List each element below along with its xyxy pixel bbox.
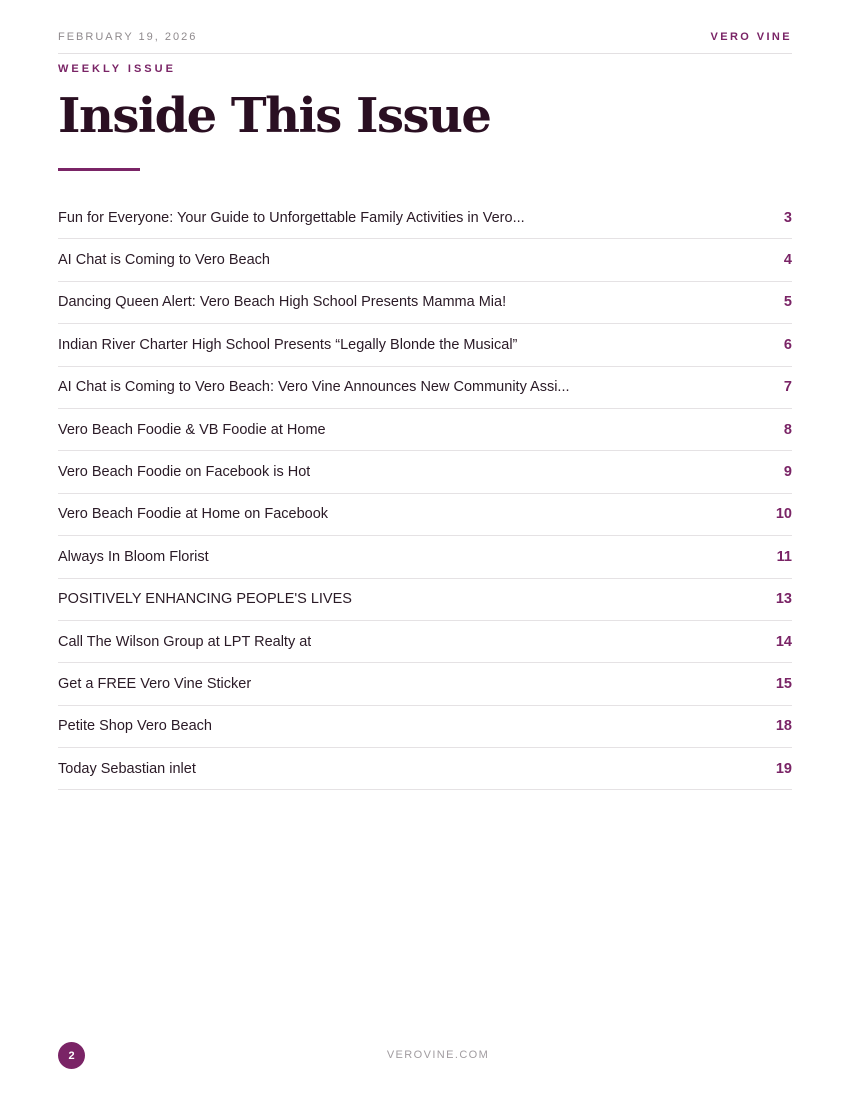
magazine-page xyxy=(58,0,792,1100)
toc-entry-title: Petite Shop Vero Beach xyxy=(58,718,212,735)
toc-entry[interactable] xyxy=(58,367,792,409)
toc-entry-page-number: 18 xyxy=(775,718,792,735)
toc-entry-title: Fun for Everyone: Your Guide to Unforgettable Family Activities in Vero... xyxy=(58,209,525,226)
issue-date: FEBRUARY 19, 2026 xyxy=(58,31,198,43)
toc-entry-page-number: 8 xyxy=(783,421,792,438)
toc-entry-title: Vero Beach Foodie at Home on Facebook xyxy=(58,506,329,523)
toc-entry[interactable] xyxy=(58,451,792,493)
toc-entry-title: Get a FREE Vero Vine Sticker xyxy=(58,675,252,692)
toc-entry-title: Call The Wilson Group at LPT Realty at xyxy=(58,633,312,650)
toc-entry-title: AI Chat is Coming to Vero Beach xyxy=(58,252,270,269)
toc-entry-page-number: 7 xyxy=(783,379,792,396)
toc-entry[interactable] xyxy=(58,579,792,621)
page-number-badge: 2 xyxy=(58,1042,85,1069)
toc-entry-page-number: 10 xyxy=(775,506,792,523)
toc-entry[interactable] xyxy=(58,324,792,366)
toc-entry-page-number: 19 xyxy=(775,760,792,777)
toc-entry-page-number: 6 xyxy=(783,336,792,353)
toc-entry-page-number: 5 xyxy=(783,294,792,311)
toc-entry-title: Vero Beach Foodie & VB Foodie at Home xyxy=(58,421,326,438)
toc-entry-page-number: 9 xyxy=(783,464,792,481)
toc-entry-page-number: 3 xyxy=(783,209,792,226)
title-accent-rule xyxy=(58,168,140,171)
toc-entry-title: Today Sebastian inlet xyxy=(58,760,196,777)
toc-entry-title: Vero Beach Foodie on Facebook is Hot xyxy=(58,464,311,481)
toc-entry[interactable] xyxy=(58,748,792,790)
toc-entry-page-number: 13 xyxy=(775,591,792,608)
toc-entry[interactable] xyxy=(58,494,792,536)
toc-entry[interactable] xyxy=(58,239,792,281)
toc-entry-page-number: 14 xyxy=(775,633,792,650)
toc-entry-title: POSITIVELY ENHANCING PEOPLE'S LIVES xyxy=(58,591,352,608)
toc-entry-page-number: 4 xyxy=(783,252,792,269)
toc-entry[interactable] xyxy=(58,197,792,239)
toc-entry[interactable] xyxy=(58,536,792,578)
brand-name[interactable]: VERO VINE xyxy=(710,31,792,43)
toc-entry-title: Always In Bloom Florist xyxy=(58,548,209,565)
page-title: Inside This Issue xyxy=(58,88,491,144)
toc-entry[interactable] xyxy=(58,663,792,705)
toc-entry-title: Indian River Charter High School Presents “Legally Blonde the Musical” xyxy=(58,336,518,353)
toc-entry[interactable] xyxy=(58,621,792,663)
toc-entry-title: Dancing Queen Alert: Vero Beach High School Presents Mamma Mia! xyxy=(58,294,507,311)
section-kicker: WEEKLY ISSUE xyxy=(58,63,176,75)
table-of-contents xyxy=(58,197,792,790)
toc-entry[interactable] xyxy=(58,409,792,451)
running-header xyxy=(58,31,792,54)
toc-entry-page-number: 11 xyxy=(776,548,792,565)
toc-entry[interactable] xyxy=(58,282,792,324)
toc-entry[interactable] xyxy=(58,706,792,748)
site-url[interactable]: VEROVINE.COM xyxy=(386,1049,490,1061)
toc-entry-page-number: 15 xyxy=(775,675,792,692)
toc-entry-title: AI Chat is Coming to Vero Beach: Vero Vine Announces New Community Assi... xyxy=(58,379,570,396)
